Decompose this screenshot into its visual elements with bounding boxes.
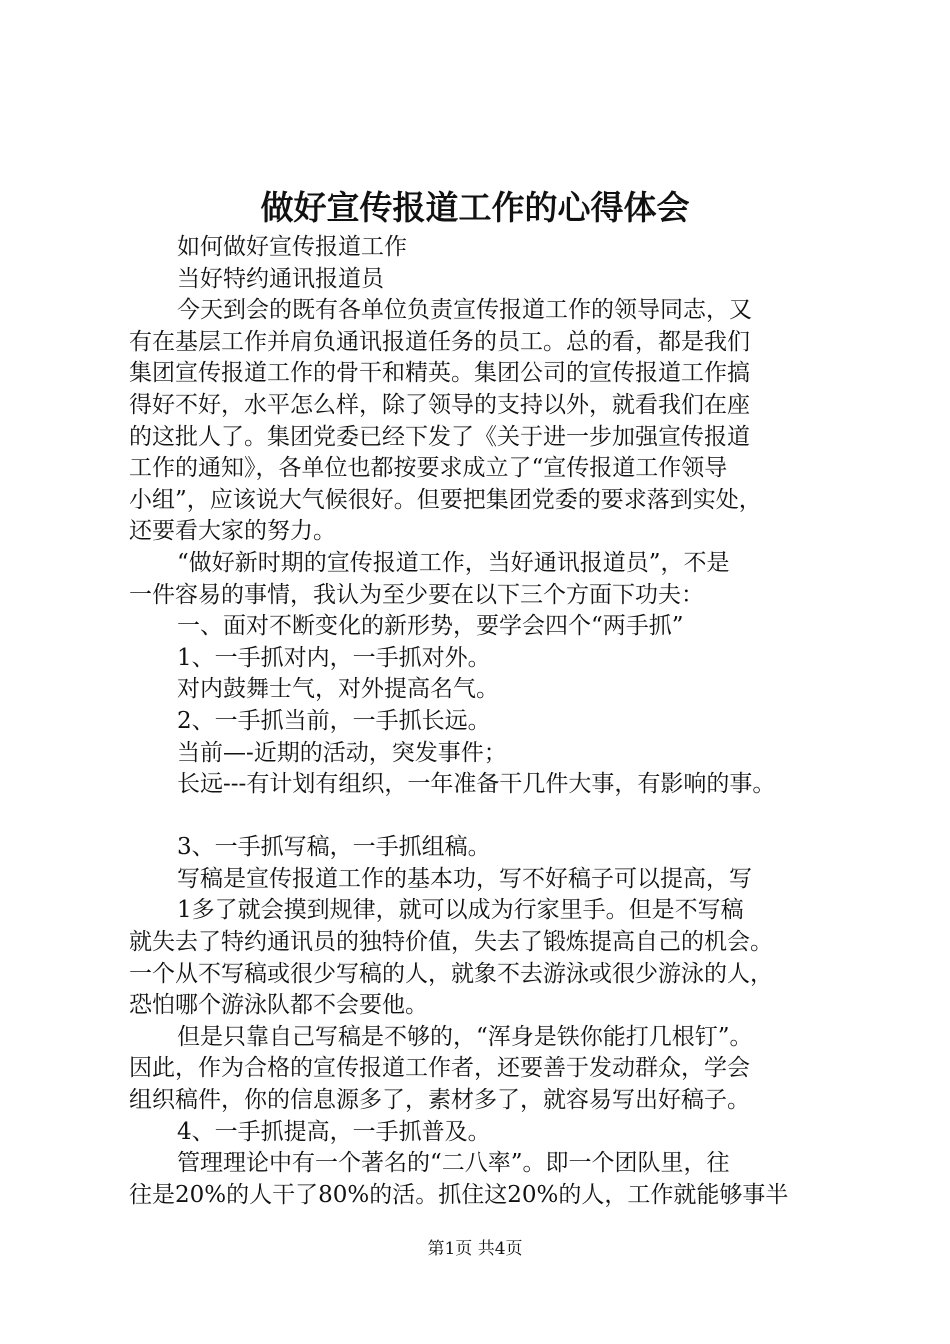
paragraph-line: 当前—-近期的活动，突发事件； <box>177 739 507 766</box>
paragraph-line: 组织稿件，你的信息源多了，素材多了，就容易写出好稿子。 <box>129 1087 750 1114</box>
list-item: 4、一手抓提高，一手抓普及。 <box>177 1118 491 1145</box>
blank-line <box>129 801 829 833</box>
paragraph-line: 恐怕哪个游泳队都不会要他。 <box>129 992 428 1019</box>
subtitle-line: 当好特约通讯报道员 <box>177 265 384 292</box>
paragraph-line: 就失去了特约通讯员的独特价值，失去了锻炼提高自己的机会。 <box>129 929 773 956</box>
paragraph-line: 对内鼓舞士气，对外提高名气。 <box>177 676 499 703</box>
paragraph-line: “做好新时期的宣传报道工作，当好通讯报道员”，不是 <box>177 549 730 576</box>
paragraph-line: 还要看大家的努力。 <box>129 518 336 545</box>
paragraph-line: 1多了就会摸到规律，就可以成为行家里手。但是不写稿 <box>177 897 744 924</box>
paragraph-line: 长远---有计划有组织，一年准备干几件大事，有影响的事。 <box>177 771 776 798</box>
paragraph-line: 管理理论中有一个著名的“二八率”。即一个团队里，往 <box>177 1150 730 1177</box>
paragraph-line: 有在基层工作并肩负通讯报道任务的员工。总的看，都是我们 <box>129 328 750 355</box>
paragraph-line: 今天到会的既有各单位负责宣传报道工作的领导同志，又 <box>177 297 752 324</box>
paragraph-line: 得好不好，水平怎么样，除了领导的支持以外，就看我们在座 <box>129 391 750 418</box>
paragraph-line: 一件容易的事情，我认为至少要在以下三个方面下功夫： <box>129 581 704 608</box>
paragraph-line: 一个从不写稿或很少写稿的人，就象不去游泳或很少游泳的人， <box>129 960 773 987</box>
list-item: 3、一手抓写稿，一手抓组稿。 <box>177 834 491 861</box>
subtitle-line: 如何做好宣传报道工作 <box>177 234 407 260</box>
paragraph-line: 的这批人了。集团党委已经下发了《关于进一步加强宣传报道 <box>129 423 750 450</box>
page-footer: 第1页 共4页 <box>427 1239 523 1259</box>
list-item: 2、一手抓当前，一手抓长远。 <box>177 707 491 734</box>
list-item: 1、一手抓对内，一手抓对外。 <box>177 644 491 671</box>
paragraph-line: 写稿是宣传报道工作的基本功，写不好稿子可以提高，写 <box>177 865 752 892</box>
paragraph-line: 小组”，应该说大气候很好。但要把集团党委的要求落到实处， <box>129 486 762 513</box>
paragraph-line: 往是20%的人干了80%的活。抓住这20%的人，工作就能够事半 <box>129 1181 789 1208</box>
paragraph-line: 因此，作为合格的宣传报道工作者，还要善于发动群众，学会 <box>129 1055 750 1082</box>
page-title: 做好宣传报道工作的心得体会 <box>260 188 690 227</box>
section-heading: 一、面对不断变化的新形势，要学会四个“两手抓” <box>177 613 684 640</box>
document-body <box>129 232 829 1211</box>
paragraph-line: 但是只靠自己写稿是不够的，“浑身是铁你能打几根钉”。 <box>177 1023 753 1050</box>
paragraph-line: 集团宣传报道工作的骨干和精英。集团公司的宣传报道工作搞 <box>129 360 750 387</box>
paragraph-line: 工作的通知》，各单位也都按要求成立了“宣传报道工作领导 <box>129 455 728 482</box>
